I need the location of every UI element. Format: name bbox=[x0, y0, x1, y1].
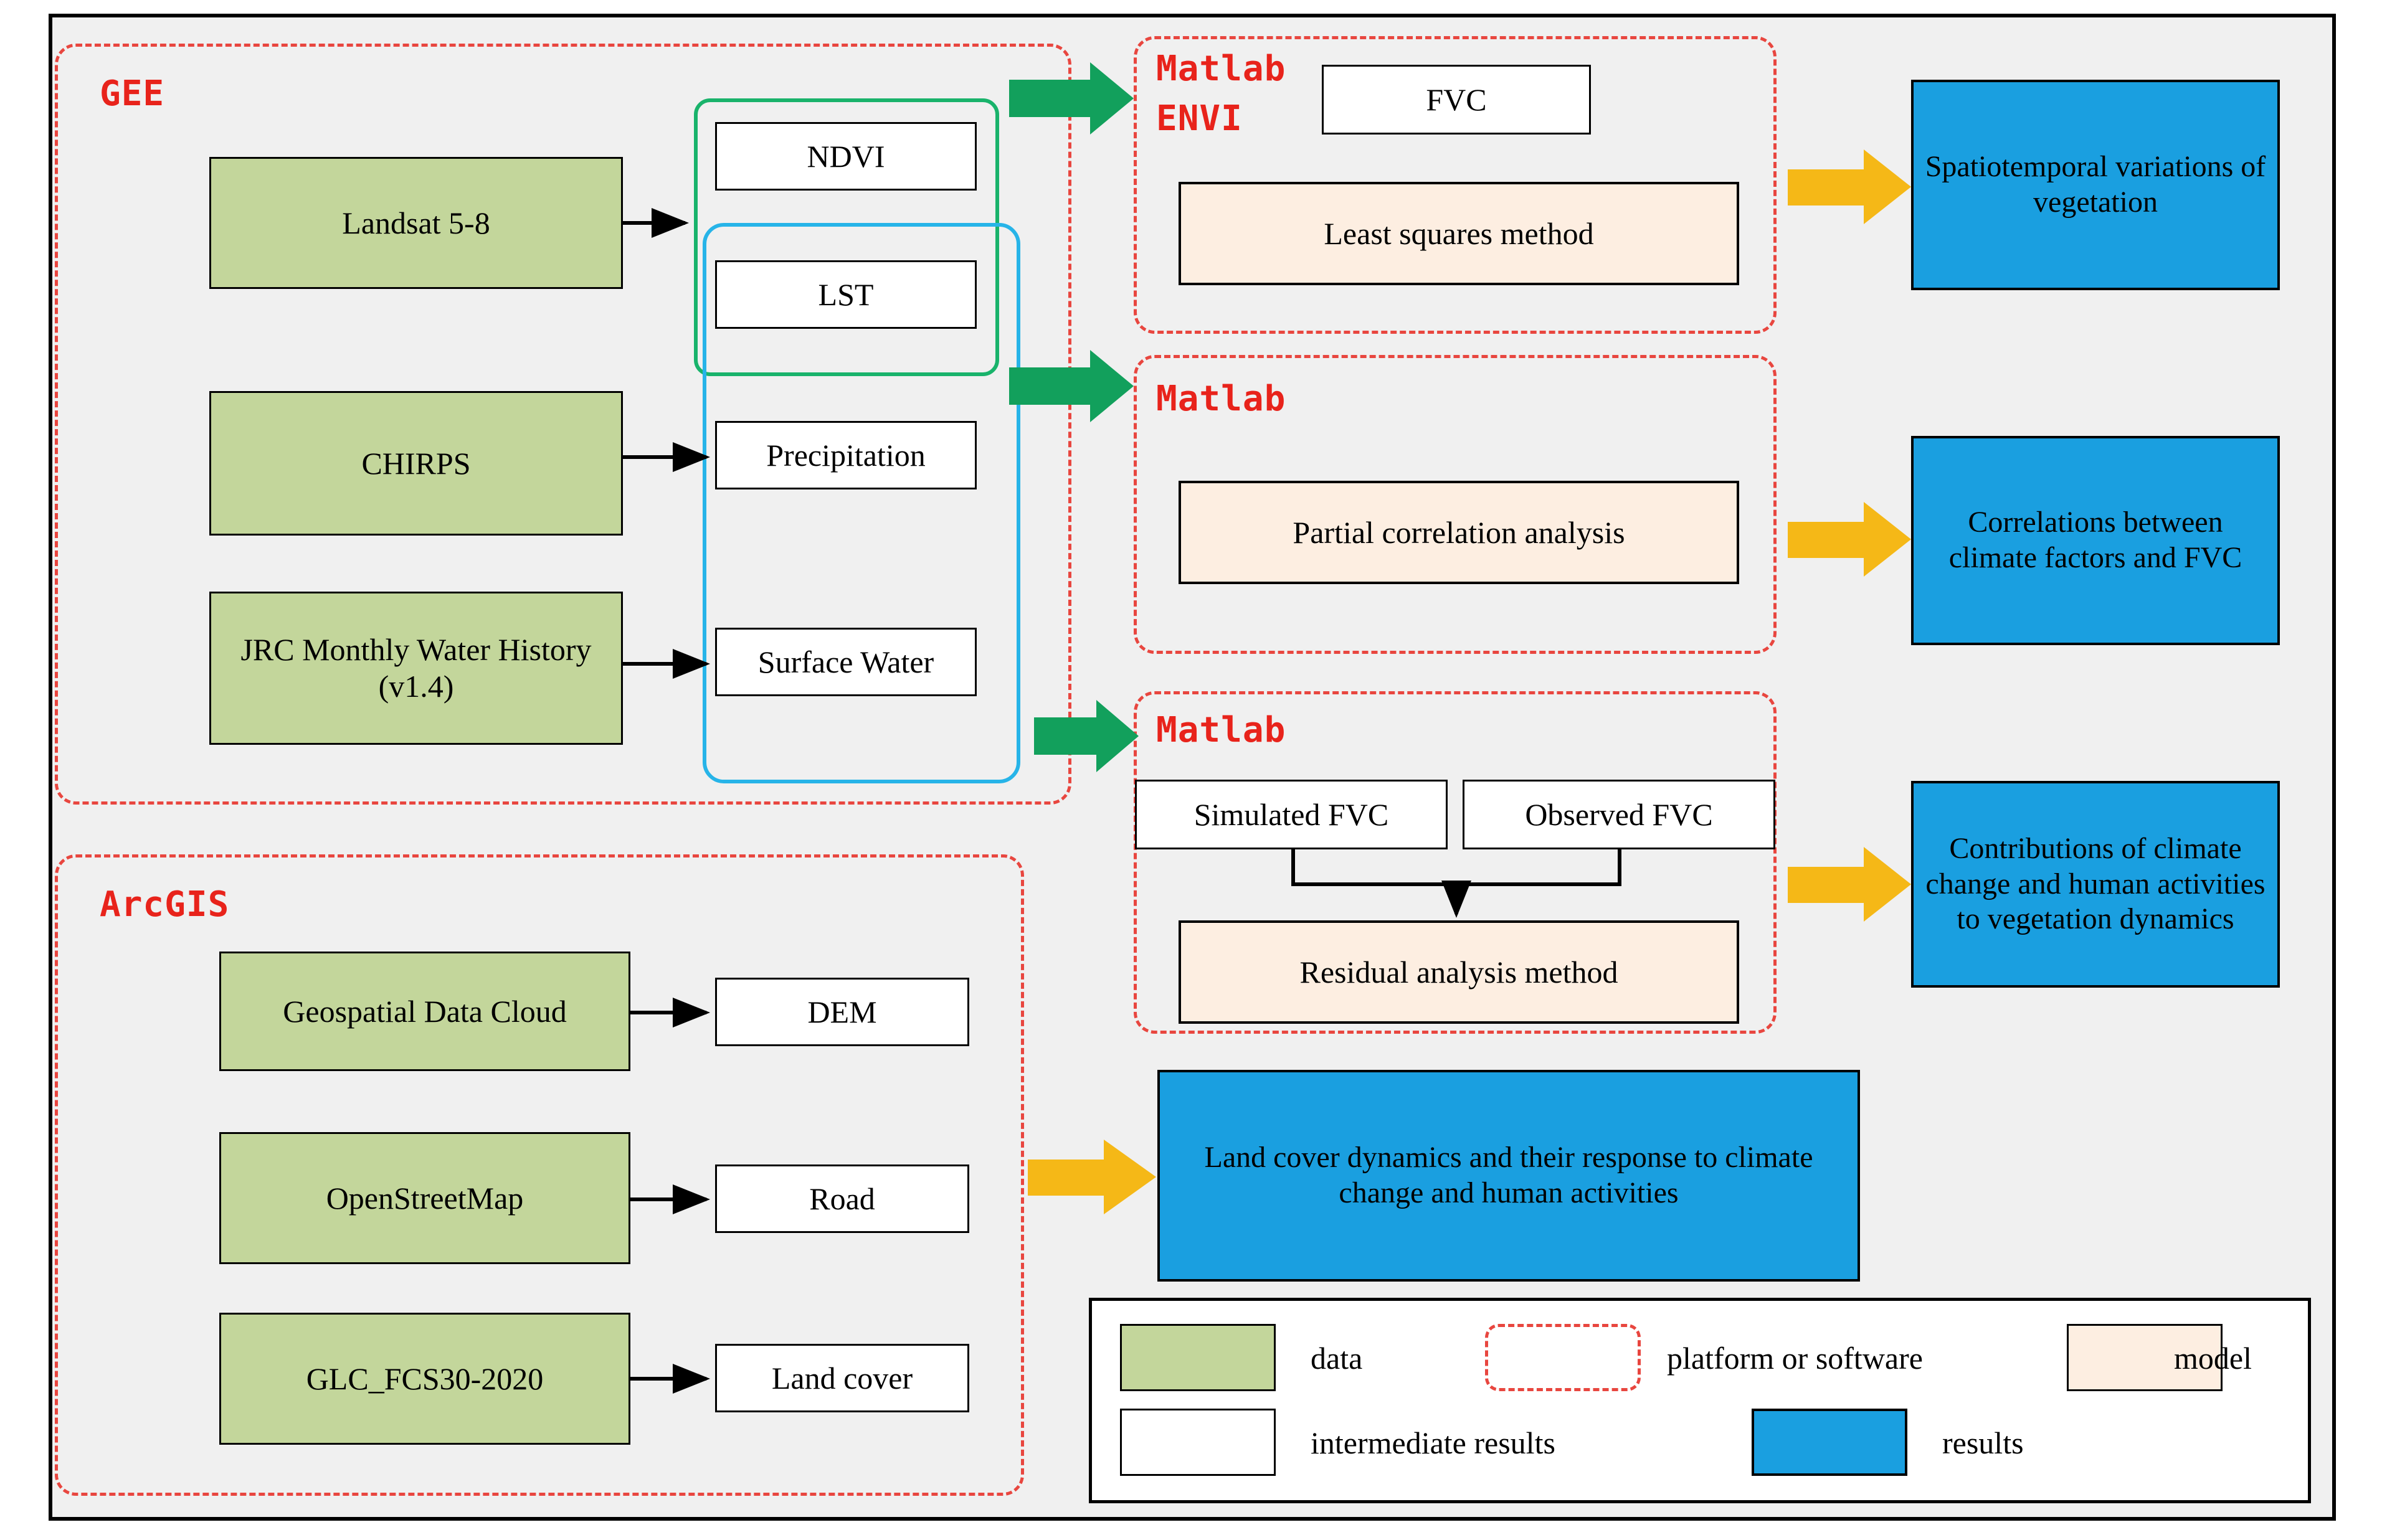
legend-swatch-data bbox=[1120, 1324, 1276, 1391]
model-box-least-squares: Least squares method bbox=[1179, 182, 1739, 285]
data-box-geospatial-data-cloud: Geospatial Data Cloud bbox=[219, 952, 630, 1071]
result-box-correlations: Correlations between climate factors and FVC bbox=[1911, 436, 2280, 645]
legend-label-data: data bbox=[1311, 1341, 1363, 1376]
intermediate-box-lst: LST bbox=[715, 260, 977, 329]
intermediate-box-surface-water: Surface Water bbox=[715, 628, 977, 696]
legend-label-intermediate: intermediate results bbox=[1311, 1425, 1555, 1460]
intermediate-box-land-cover: Land cover bbox=[715, 1344, 969, 1412]
data-box-openstreetmap: OpenStreetMap bbox=[219, 1132, 630, 1264]
legend-label-platform: platform or software bbox=[1667, 1341, 1923, 1376]
intermediate-box-road: Road bbox=[715, 1164, 969, 1233]
result-box-contributions: Contributions of climate change and human activities to vegetation dynamics bbox=[1911, 781, 2280, 988]
legend-swatch-results bbox=[1752, 1409, 1907, 1476]
result-box-landcover: Land cover dynamics and their response to climate change and human activities bbox=[1157, 1070, 1860, 1282]
data-box-jrc: JRC Monthly Water History (v1.4) bbox=[209, 592, 623, 745]
group-outline-lst-water bbox=[703, 223, 1020, 783]
model-box-residual-analysis: Residual analysis method bbox=[1179, 920, 1739, 1024]
intermediate-box-observed-fvc: Observed FVC bbox=[1463, 780, 1775, 849]
intermediate-box-ndvi: NDVI bbox=[715, 122, 977, 191]
legend-swatch-platform bbox=[1485, 1324, 1641, 1391]
group-matlab-2-label: Matlab bbox=[1156, 379, 1286, 419]
intermediate-box-dem: DEM bbox=[715, 978, 969, 1046]
group-matlab-envi-label-2: ENVI bbox=[1156, 98, 1243, 139]
legend-label-model: model bbox=[2174, 1341, 2252, 1376]
legend-swatch-intermediate bbox=[1120, 1409, 1276, 1476]
intermediate-box-fvc: FVC bbox=[1322, 65, 1591, 135]
group-matlab-envi-label-1: Matlab bbox=[1156, 49, 1286, 89]
model-box-partial-correlation: Partial correlation analysis bbox=[1179, 481, 1739, 584]
result-box-spatiotemporal: Spatiotemporal variations of vegetation bbox=[1911, 80, 2280, 290]
group-matlab-3-label: Matlab bbox=[1156, 710, 1286, 750]
group-gee-label: GEE bbox=[100, 73, 165, 114]
data-box-landsat: Landsat 5-8 bbox=[209, 157, 623, 289]
data-box-chirps: CHIRPS bbox=[209, 391, 623, 536]
group-arcgis-label: ArcGIS bbox=[100, 884, 230, 925]
legend-label-results: results bbox=[1942, 1425, 2024, 1460]
data-box-glc-fcs30: GLC_FCS30-2020 bbox=[219, 1313, 630, 1445]
intermediate-box-precipitation: Precipitation bbox=[715, 421, 977, 489]
intermediate-box-simulated-fvc: Simulated FVC bbox=[1135, 780, 1448, 849]
